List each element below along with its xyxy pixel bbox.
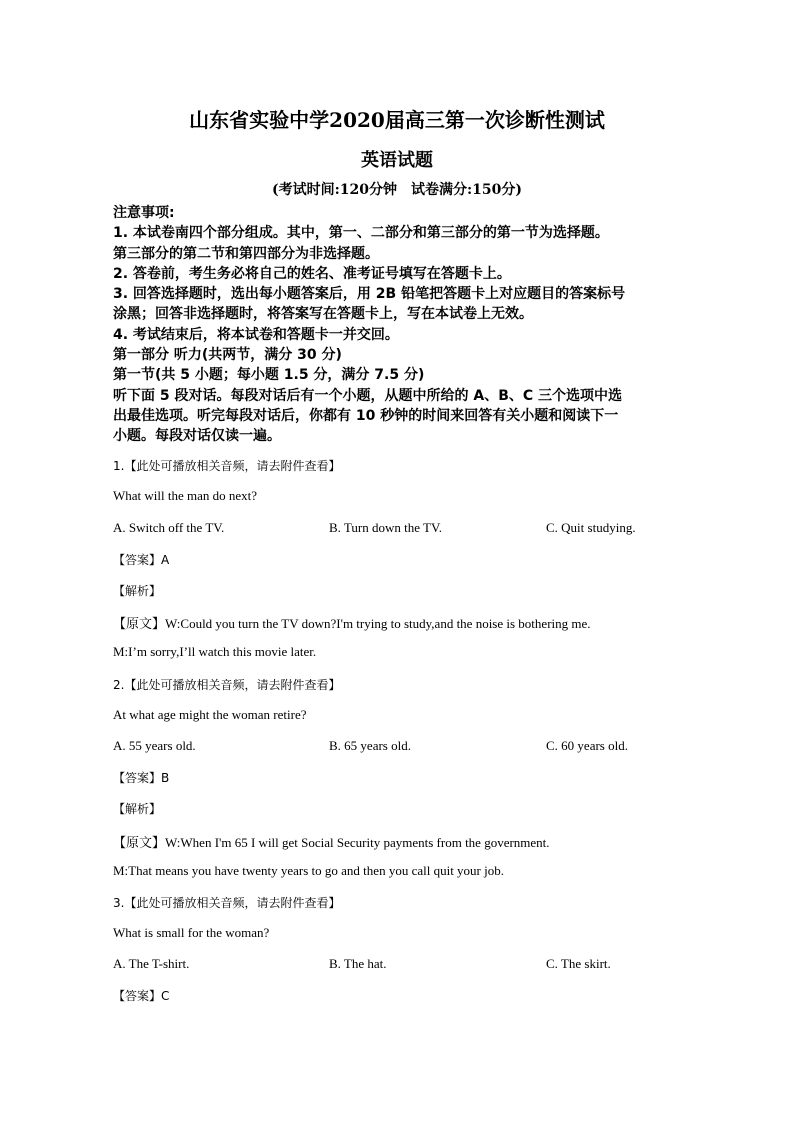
question-1-transcript: 【原文】W:Could you turn the TV down?I'm trying to study,and the noise is bothering me.	[113, 616, 591, 631]
instruction-line: 听下面 5 段对话。每段对话后有一个小题，从题中所给的 A、B、C 三个选项中选	[113, 387, 623, 404]
instruction-line: 3. 回答选择题时，选出每小题答案后，用 2B 铅笔把答题卡上对应题目的答案标号	[113, 286, 626, 303]
question-2-option-b: B. 65 years old.	[329, 738, 411, 753]
question-1-answer: 【答案】A	[113, 553, 170, 567]
question-3-answer: 【答案】C	[113, 989, 170, 1003]
instruction-line: 2. 答卷前，考生务必将自己的姓名、准考证号填写在答题卡上。	[113, 265, 511, 282]
question-1-transcript-reply: M:I’m sorry,I’ll watch this movie later.	[113, 644, 317, 659]
document-title: 山东省实验中学2020届高三第一次诊断性测试	[189, 108, 605, 132]
exam-info: (考试时间:120分钟 试卷满分:150分)	[271, 182, 523, 198]
question-2-audio-prompt: 2.【此处可播放相关音频，请去附件查看】	[113, 678, 341, 692]
question-3-option-c: C. The skirt.	[546, 956, 611, 971]
instruction-line: 第一部分 听力(共两节，满分 30 分)	[113, 347, 342, 364]
question-2-answer: 【答案】B	[113, 771, 170, 785]
question-2-text: At what age might the woman retire?	[113, 707, 307, 722]
question-3-option-a: A. The T-shirt.	[113, 956, 190, 971]
instruction-line: 小题。每段对话仅读一遍。	[113, 428, 281, 445]
question-3-audio-prompt: 3.【此处可播放相关音频，请去附件查看】	[113, 896, 341, 910]
instruction-line: 涂黑；回答非选择题时，将答案写在答题卡上，写在本试卷上无效。	[113, 306, 533, 323]
question-1-option-a: A. Switch off the TV.	[113, 520, 225, 535]
instruction-line: 1. 本试卷南四个部分组成。其中，第一、二部分和第三部分的第一节为选择题。	[113, 225, 609, 242]
instruction-line: 第三部分的第二节和第四部分为非选择题。	[113, 245, 379, 262]
question-3-option-b: B. The hat.	[329, 956, 387, 971]
question-2-option-a: A. 55 years old.	[113, 738, 196, 753]
question-2-transcript-reply: M:That means you have twenty years to go and then you call quit your job.	[113, 863, 504, 878]
instructions-block	[113, 203, 693, 447]
question-1-text: What will the man do next?	[113, 488, 258, 503]
question-2-transcript: 【原文】W:When I'm 65 I will get Social Security payments from the government.	[113, 835, 550, 850]
instruction-line: 4. 考试结束后，将本试卷和答题卡一并交回。	[113, 326, 399, 343]
question-1-audio-prompt: 1.【此处可播放相关音频，请去附件查看】	[113, 459, 341, 473]
question-1-analysis-label: 【解析】	[113, 584, 162, 598]
question-1-option-b: B. Turn down the TV.	[329, 520, 442, 535]
question-2-option-c: C. 60 years old.	[546, 738, 628, 753]
document-subtitle: 英语试题	[361, 150, 433, 171]
instruction-line: 注意事项:	[113, 205, 175, 221]
question-3-text: What is small for the woman?	[113, 925, 270, 940]
question-2-analysis-label: 【解析】	[113, 802, 162, 816]
instruction-line: 出最佳选项。听完每段对话后，你都有 10 秒钟的时间来回答有关小题和阅读下一	[113, 407, 619, 424]
instruction-line: 第一节(共 5 小题；每小题 1.5 分，满分 7.5 分)	[113, 367, 425, 384]
question-1-option-c: C. Quit studying.	[546, 520, 636, 535]
